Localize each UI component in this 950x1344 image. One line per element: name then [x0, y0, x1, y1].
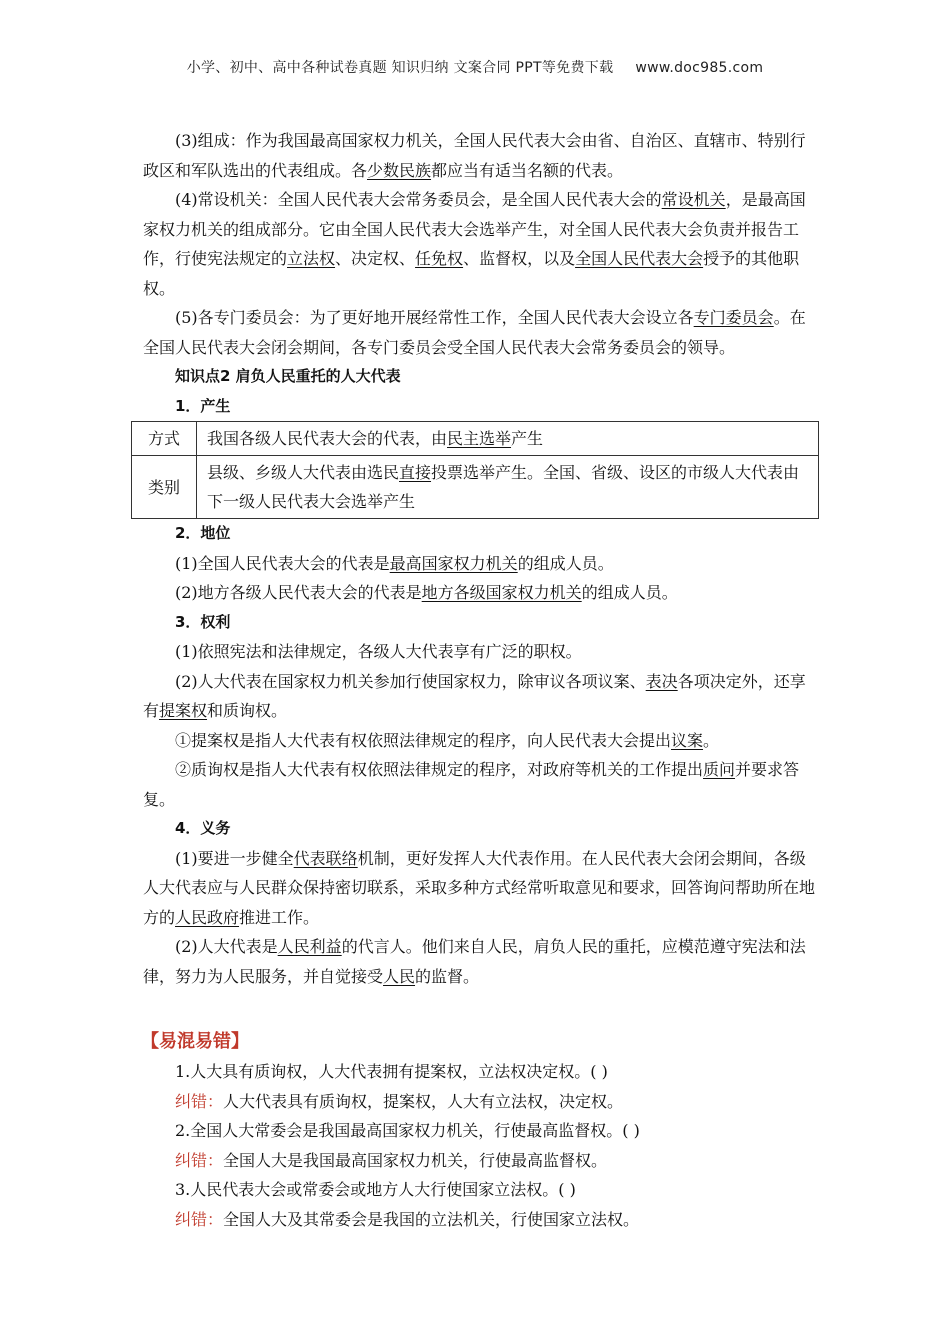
paragraph-composition — [143, 126, 818, 185]
text: 的代言人。他们来自人民，肩负人民的重托，应模范遵守宪法和法律，努力为人民服务，并自觉接受 — [143, 937, 806, 986]
underlined-term: 人民政府 — [175, 907, 240, 927]
text: (2)地方各级人民代表大会的代表是 — [175, 583, 422, 602]
underlined-term: 地方各级国家权力机关 — [421, 583, 582, 602]
error-question: 1.人大具有质询权，人大代表拥有提案权，立法权决定权。( ) — [175, 1062, 608, 1081]
text: 我国各级人民代表大会的代表，由 — [207, 429, 448, 448]
table-value — [197, 456, 819, 519]
paragraph-status-2 — [143, 578, 818, 608]
section-heading-rights: 3．权利 — [175, 612, 231, 631]
underlined-term: 任免权 — [415, 249, 464, 268]
header-url[interactable]: www.doc985.com — [635, 60, 764, 76]
text: (2)人大代表在国家权力机关参加行使国家权力，除审议各项议案、 — [175, 671, 646, 691]
underlined-term: 议案 — [671, 730, 704, 750]
error-correction — [143, 1205, 818, 1235]
table-value — [197, 422, 819, 456]
underlined-term: 质问 — [703, 760, 736, 779]
correction-text: 人大代表具有质询权，提案权，人大有立法权，决定权。 — [223, 1091, 624, 1111]
table-row — [132, 456, 819, 519]
origin-table — [131, 421, 819, 519]
text: 。在全国人民代表大会闭会期间，各专门委员会受全国人民代表大会常务委员会的领导。 — [143, 308, 806, 357]
underlined-term: 代表联络 — [293, 848, 358, 868]
text: 、决定权、 — [335, 249, 416, 268]
error-question: 3.人民代表大会或常委会或地方人大行使国家立法权。( ) — [175, 1180, 576, 1199]
underlined-term: 专门委员会 — [693, 308, 774, 327]
text: ①提案权是指人大代表有权依照法律规定的程序，向人民代表大会提出 — [175, 730, 672, 750]
errors-section-title: 【易混易错】 — [141, 1031, 249, 1052]
text: (1)全国人民代表大会的代表是 — [175, 553, 390, 573]
underlined-term: 少数民族 — [367, 160, 432, 180]
underlined-term: 常设机关 — [661, 190, 726, 209]
page-header — [0, 57, 950, 77]
paragraph-rights-4 — [143, 755, 818, 814]
section-heading-origin: 1．产生 — [175, 396, 231, 415]
section-heading-duties: 4．义务 — [175, 819, 231, 837]
paragraph-standing-body — [143, 185, 818, 303]
text: (1)要进一步健全 — [175, 848, 294, 868]
underlined-term: 全国人民代表大会 — [575, 249, 704, 268]
table-key: 方式 — [132, 422, 197, 456]
underlined-term: 人民 — [383, 966, 416, 986]
table-row — [132, 422, 819, 456]
text: 县级、乡级人大代表由选民 — [207, 463, 400, 482]
document-body — [143, 126, 818, 1234]
text: 推进工作。 — [239, 907, 320, 927]
text: 的监督。 — [415, 966, 480, 986]
text: 机制，更好发挥人大代表作用。在人民代表大会闭会期间，各级人大代表应与人民群众保持密切联系，采取多种方式经常听取意见和要求，回答询问帮助所在地方的 — [143, 848, 816, 927]
text: ②质询权是指人大代表有权依照法律规定的程序，对政府等机关的工作提出 — [175, 760, 704, 779]
correction-text: 全国人大是我国最高国家权力机关，行使最高监督权。 — [223, 1150, 608, 1170]
correction-label: 纠错： — [175, 1209, 224, 1229]
paragraph-rights-3 — [143, 726, 818, 756]
section-heading-status: 2．地位 — [175, 524, 231, 542]
correction-text: 全国人大及其常委会是我国的立法机关，行使国家立法权。 — [223, 1209, 640, 1229]
text: 各项决定外，还享有 — [143, 671, 806, 720]
text: (4)常设机关：全国人民代表大会常务委员会，是全国人民代表大会的 — [175, 190, 662, 209]
error-correction — [143, 1146, 818, 1176]
text: 、监督权，以及 — [463, 249, 576, 268]
underlined-term: 人民利益 — [277, 937, 342, 956]
underlined-term: 最高国家权力机关 — [389, 553, 518, 573]
header-text: 小学、初中、高中各种试卷真题 知识归纳 文案合同 PPT等免费下载 — [186, 60, 614, 76]
underlined-term: 直接 — [399, 463, 432, 482]
underlined-term: 民主选举 — [447, 429, 512, 448]
underlined-term: 提案权 — [159, 701, 208, 720]
paragraph-special-committees — [143, 303, 818, 362]
underlined-term: 立法权 — [287, 249, 336, 268]
text: 。 — [703, 730, 720, 750]
correction-label: 纠错： — [175, 1091, 224, 1111]
paragraph-duties-1 — [143, 844, 818, 933]
underlined-term: 表决 — [645, 671, 678, 691]
error-correction — [143, 1087, 818, 1117]
text: 产生 — [511, 429, 544, 448]
text: ，是最高国家权力机关的组成部分。它由全国人民代表大会选举产生，对全国人民代表大会负责并报告工作，行使宪法规定的 — [143, 190, 806, 268]
text: 都应当有适当名额的代表。 — [431, 160, 624, 180]
text: (5)各专门委员会：为了更好地开展经常性工作，全国人民代表大会设立各 — [175, 308, 694, 327]
text: 并要求答复。 — [143, 760, 800, 809]
paragraph-rights-2 — [143, 667, 818, 726]
text: 和质询权。 — [207, 701, 288, 720]
text: (3)组成：作为我国最高国家权力机关，全国人民代表大会由省、自治区、直辖市、特别行政区和军队选出的代表组成。各 — [143, 131, 806, 180]
table-key: 类别 — [132, 456, 197, 519]
text: 授予的其他职权。 — [143, 249, 800, 298]
error-question: 2.全国人大常委会是我国最高国家权力机关，行使最高监督权。( ) — [175, 1121, 640, 1140]
text: 投票选举产生。全国、省级、设区的市级人大代表由下一级人民代表大会选举产生 — [207, 463, 800, 511]
correction-label: 纠错： — [175, 1150, 224, 1170]
text: 的组成人员。 — [581, 583, 678, 602]
knowledge-point-heading: 知识点2 肩负人民重托的人大代表 — [175, 367, 401, 385]
paragraph-status-1 — [143, 549, 818, 579]
text: 的组成人员。 — [517, 553, 614, 573]
text: (2)人大代表是 — [175, 937, 278, 956]
paragraph-rights-1: (1)依照宪法和法律规定，各级人大代表享有广泛的职权。 — [175, 642, 582, 661]
paragraph-duties-2 — [143, 932, 818, 991]
